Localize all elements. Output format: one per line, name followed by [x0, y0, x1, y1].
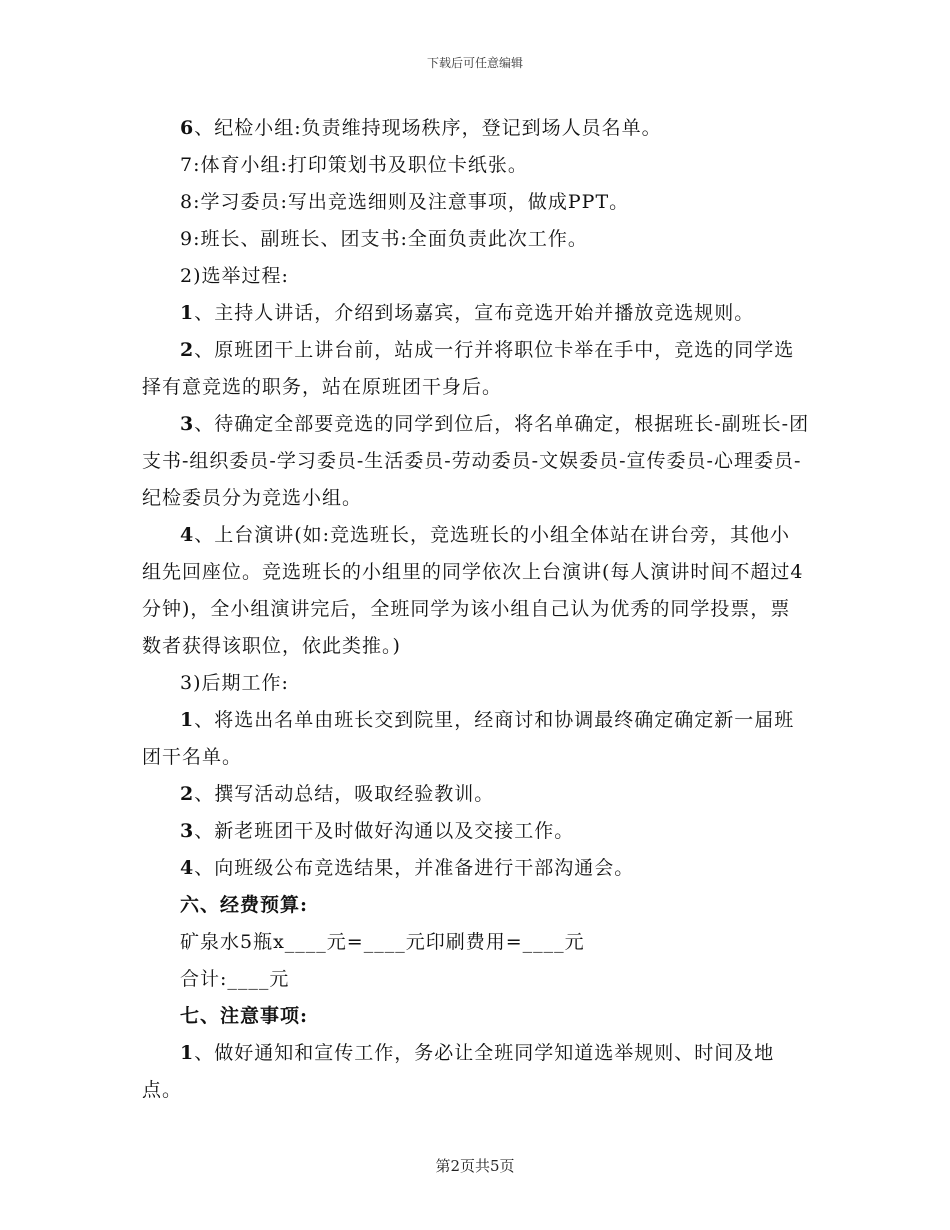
paragraph-item: [142, 332, 810, 406]
page-footer: 第2页共5页: [435, 1157, 515, 1175]
paragraph-item: [142, 221, 810, 258]
item-number: 2: [180, 783, 195, 805]
paragraph-item: [142, 1035, 810, 1109]
paragraph-item: [142, 147, 810, 184]
page-header: 下载后可任意编辑: [426, 56, 523, 70]
paragraph-text: 、将选出名单由班长交到院里，经商讨和协调最终确定确定新一届班团干名单。: [142, 709, 795, 768]
paragraph-item: [142, 776, 810, 813]
paragraph-item: [142, 850, 810, 887]
item-number: 2: [180, 339, 195, 361]
document-body: [142, 110, 810, 1109]
paragraph-item: [142, 110, 810, 147]
item-number: 4: [180, 857, 195, 879]
section-heading-notes: 七、注意事项:: [180, 1005, 309, 1027]
paragraph-text: 9:班长、副班长、团支书:全面负责此次工作。: [180, 228, 588, 250]
paragraph-text: 、待确定全部要竞选的同学到位后，将名单确定，根据班长-副班长-团支书-组织委员-学习委员-生活委员-劳动委员-文娱委员-宣传委员-心理委员-纪检委员分为竞选小组。: [142, 413, 810, 509]
item-number: 1: [180, 1042, 195, 1064]
paragraph-item: [142, 184, 810, 221]
subsection-title: [142, 258, 810, 295]
paragraph-text: 、主持人讲话，介绍到场嘉宾，宣布竞选开始并播放竞选规则。: [194, 302, 755, 324]
item-number: 3: [180, 820, 195, 842]
item-number: 1: [180, 302, 195, 324]
paragraph-item: [142, 406, 810, 517]
paragraph-text: 、撰写活动总结，吸取经验教训。: [194, 783, 495, 805]
item-number: 1: [180, 709, 195, 731]
paragraph-item: [142, 702, 810, 776]
paragraph-text: 8:学习委员:写出竞选细则及注意事项，做成PPT。: [180, 191, 630, 213]
paragraph-item: [142, 517, 810, 665]
item-number: 3: [180, 413, 195, 435]
paragraph-text: 、纪检小组:负责维持现场秩序，登记到场人员名单。: [194, 117, 662, 139]
section-heading-budget: 六、经费预算:: [180, 894, 309, 916]
paragraph-text: 、向班级公布竞选结果，并准备进行干部沟通会。: [194, 857, 635, 879]
item-number: 6: [180, 117, 195, 139]
paragraph-text: 、做好通知和宣传工作，务必让全班同学知道选举规则、时间及地点。: [142, 1042, 775, 1101]
item-number: 4: [180, 524, 195, 546]
subsection-title: [142, 665, 810, 702]
paragraph-text: 、上台演讲(如:竞选班长，竞选班长的小组全体站在讲台旁，其他小组先回座位。竞选班长的小组里的同学依次上台演讲(每人演讲时间不超过4分钟)，全小组演讲完后，全班同学为该小组自己认为优秀的同学投票，票数者获得该职位，依此类推。): [142, 524, 804, 657]
paragraph-text: 7:体育小组:打印策划书及职位卡纸张。: [180, 154, 528, 176]
paragraph-text: 、原班团干上讲台前，站成一行并将职位卡举在手中，竞选的同学选择有意竞选的职务，站在原班团干身后。: [142, 339, 795, 398]
paragraph-text: 2)选举过程:: [180, 265, 289, 287]
budget-line: 矿泉水5瓶x____元=____元印刷费用=____元: [180, 931, 585, 953]
paragraph-item: [142, 813, 810, 850]
paragraph-item: [142, 295, 810, 332]
paragraph-text: 、新老班团干及时做好沟通以及交接工作。: [194, 820, 575, 842]
paragraph-text: 3)后期工作:: [180, 672, 289, 694]
budget-total: 合计:____元: [180, 968, 290, 990]
